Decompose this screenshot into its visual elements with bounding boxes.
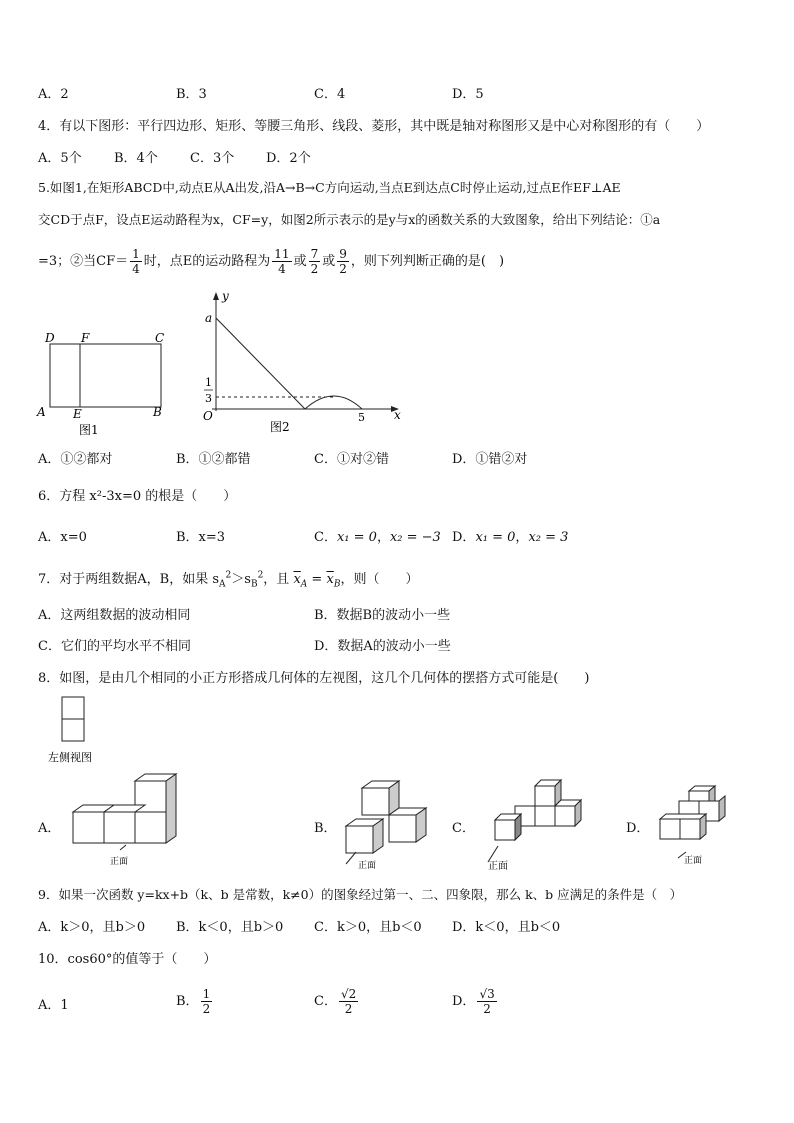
left-view-caption: 左侧视图 [48,751,92,764]
q7-option-b: B．数据B的波动小一些 [314,608,451,623]
q3-option-c: C．4 [314,87,346,102]
q7-option-c: C．它们的平均水平不相同 [38,639,191,654]
q6-option-c: C．x₁ = 0，x₂ = −3 [314,530,441,545]
label-a: A [37,405,46,419]
q4-option-a: A．5个 [38,151,82,166]
front-label-a: 正面 [110,857,129,867]
q9-option-d: D．k＜0，且b＜0 [452,920,561,935]
label-one: 1 [205,376,212,389]
q3-option-a: A．2 [38,87,69,102]
front-label-d: 正面 [684,856,703,866]
label-b: B [153,405,162,419]
label-c: C [155,331,165,345]
q10-option-d: D． $\frac{√3}{2}$ [452,987,495,1016]
q7-stem: 7．对于两组数据A，B，如果 $s_A^2>s_B^2$，且 $\overline{x}_A = \overline{x}_B$，则（ ） [38,570,419,590]
q5-option-d: D．①错②对 [452,452,528,467]
q10-stem: 10．cos60°的值等于（ ） [38,952,217,967]
label-o: O [203,409,213,423]
label-e: E [73,407,82,421]
q9-stem: 9．如果一次函数 y=kx+b（k、b 是常数，k≠0）的图象经过第一、二、四象限，那么 k、b 应满足的条件是（ ） [38,887,683,902]
front-label-b: 正面 [358,861,377,871]
q10-option-b: B． $\frac{1}{2}$ [176,987,211,1016]
label-five: 5 [358,411,365,424]
q8-option-a-label: A． [38,821,61,836]
q4-stem: 4．有以下图形：平行四边形、矩形、等腰三角形、线段、菱形，其中既是轴对称图形又是中心对称图形的有（ ） [38,119,710,134]
q5-option-a: A．①②都对 [38,452,113,467]
q9-option-c: C．k＞0，且b＜0 [314,920,422,935]
q9-option-a: A．k＞0，且b＞0 [38,920,146,935]
q6-option-a: A．x=0 [38,530,87,545]
q6-option-d: D．x₁ = 0，x₂ = 3 [452,530,569,545]
q8-option-b-label: B． [314,821,337,836]
q5-option-c: C．①对②错 [314,452,389,467]
q7-option-a: A．这两组数据的波动相同 [38,608,191,623]
q10-option-c: C． $\frac{√2}{2}$ [314,987,357,1016]
q4-option-d: D．2个 [266,151,311,166]
label-x: x [394,408,401,422]
q3-option-b: B．3 [176,87,207,102]
q8-option-d-label: D． [626,821,650,836]
q6-option-b: B．x=3 [176,530,226,545]
q5-stem-line1: 5.如图1,在矩形ABCD中,动点E从A出发,沿A→B→C方向运动,当点E到达点C时停止运动,过点E作EF⊥AE [38,180,621,195]
q4-option-b: B．4个 [114,151,158,166]
q5-stem-line3: =3；②当CF＝ $\frac{1}{4}$ 时，点E的运动路程为 $\frac{11}{4}$ 或 $\frac{7}{2}$ 或 $\frac{9}{2}$ ，则下列判断正确的是( ) [38,247,505,276]
q7-option-d: D．数据A的波动小一些 [314,639,451,654]
label-f: F [81,331,90,345]
front-label-c: 正面 [488,861,508,872]
q5-option-b: B．①②都错 [176,452,251,467]
label-three: 3 [205,392,212,405]
figure-2-caption: 图2 [270,420,290,434]
label-d: D [45,331,55,345]
q10-option-a: A．1 [38,998,69,1013]
figure-1-caption: 图1 [79,423,99,437]
label-a-axis: a [205,311,213,325]
q9-option-b: B．k＜0，且b＞0 [176,920,284,935]
q5-stem-line2: 交CD于点F，设点E运动路程为x，CF=y，如图2所示表示的是y与x的函数关系的大致图象，给出下列结论：①a [38,212,661,227]
q8-option-c-label: C． [452,821,475,836]
q3-option-d: D．5 [452,87,484,102]
q4-option-c: C．3个 [190,151,235,166]
q6-stem: 6．方程 x²-3x=0 的根是（ ） [38,489,237,504]
q8-stem: 8．如图，是由几个相同的小正方形搭成几何体的左视图，这几个几何体的摆搭方式可能是( ) [38,671,590,686]
label-y: y [222,289,229,303]
